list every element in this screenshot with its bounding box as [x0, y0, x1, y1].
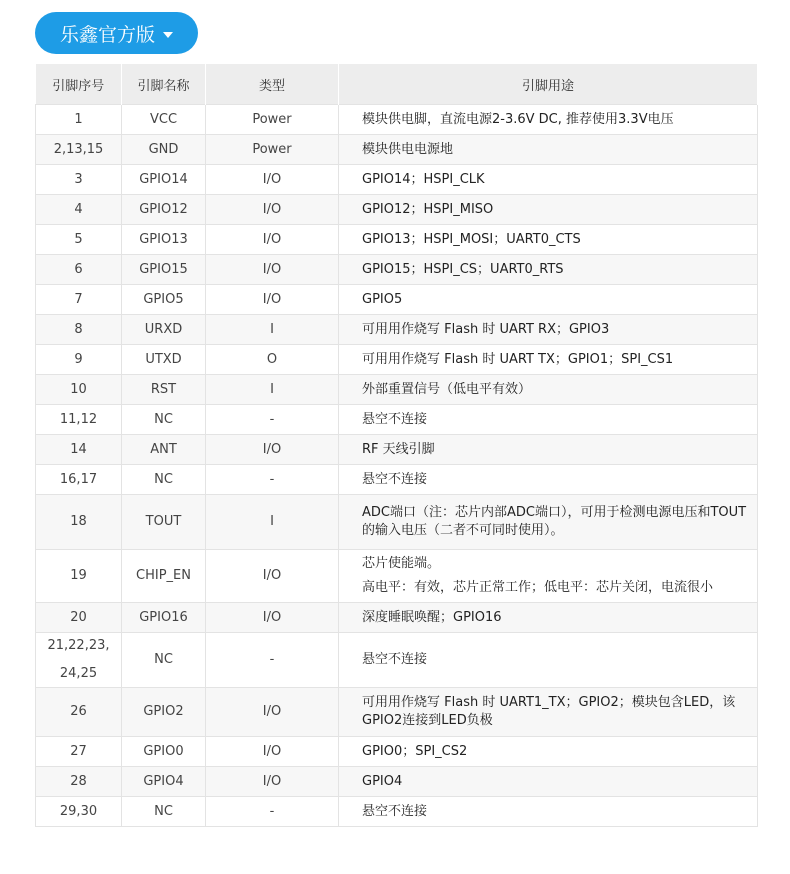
pin-desc-cell [339, 225, 758, 255]
pin-number-cell [36, 225, 122, 255]
pin-desc-cell-text: 深度睡眠唤醒；GPIO16 [362, 609, 502, 625]
table-row [36, 767, 758, 797]
brand-dropdown-button[interactable] [35, 12, 198, 54]
pin-number-cell-text: 9 [74, 351, 83, 367]
pin-name-cell-text: ANT [150, 441, 177, 457]
pin-number-cell [36, 345, 122, 375]
pin-name-cell-text: CHIP_EN [136, 568, 191, 583]
pin-type-cell [206, 405, 339, 435]
pin-desc-cell [339, 135, 758, 165]
pin-type-cell [206, 285, 339, 315]
pin-number-cell-text: 16,17 [59, 471, 98, 487]
table-row [36, 405, 758, 435]
pin-type-cell-text: I/O [262, 261, 282, 277]
pin-type-cell [206, 345, 339, 375]
pin-desc-cell-text: 悬空不连接 [362, 411, 428, 427]
table-row [36, 165, 758, 195]
pin-desc-cell [339, 688, 758, 737]
pin-desc-cell-text: 芯片使能端。 [362, 556, 441, 571]
pin-number-cell [36, 315, 122, 345]
pin-desc-cell [339, 285, 758, 315]
pin-number-cell [36, 688, 122, 737]
pin-desc-cell-text: RF 天线引脚 [362, 441, 435, 457]
pin-desc-cell-text: 悬空不连接 [362, 803, 428, 819]
pin-name-cell [122, 255, 206, 285]
pin-desc-cell [339, 255, 758, 285]
table-row [36, 688, 758, 737]
pin-number-cell [36, 465, 122, 495]
pin-type-cell-text: - [269, 652, 275, 667]
caret-down-icon [163, 32, 173, 38]
pin-desc-cell-text: GPIO12；HSPI_MISO [362, 201, 494, 217]
table-header-row [36, 64, 758, 105]
pin-desc-cell-text: 悬空不连接 [362, 652, 428, 667]
pin-type-cell-text: I/O [262, 171, 282, 187]
pin-desc-cell-text: GPIO13；HSPI_MOSI；UART0_CTS [362, 231, 581, 247]
pin-name-cell-text: NC [154, 803, 173, 819]
table-row [36, 550, 758, 603]
pin-type-cell-text: I/O [262, 773, 282, 789]
pin-desc-cell-text: 外部重置信号（低电平有效） [362, 381, 532, 397]
pin-type-cell [206, 603, 339, 633]
pin-type-cell-text: - [269, 803, 275, 819]
pin-name-cell [122, 767, 206, 797]
pin-type-cell [206, 105, 339, 135]
pin-name-cell [122, 633, 206, 688]
brand-label: 乐鑫官方版 [59, 23, 155, 46]
pin-number-cell-text: 10 [70, 381, 87, 397]
pin-name-cell [122, 225, 206, 255]
pin-number-cell [36, 405, 122, 435]
pin-desc-cell-text: ADC端口（注：芯片内部ADC端口），可用于检测电源电压和TOUT的输入电压（二者不可同时使用）。 [362, 505, 747, 538]
pin-type-cell-text: Power [252, 111, 292, 127]
pin-type-cell [206, 435, 339, 465]
pin-type-cell [206, 135, 339, 165]
table-row [36, 225, 758, 255]
table-row [36, 135, 758, 165]
table-row [36, 315, 758, 345]
table-row [36, 435, 758, 465]
pin-type-cell-text: - [269, 471, 275, 487]
pin-name-cell-text: GPIO14 [139, 171, 188, 187]
pin-number-cell [36, 737, 122, 767]
pin-number-cell-text: 14 [70, 441, 87, 457]
pin-type-cell [206, 550, 339, 603]
pin-number-cell-text-line2: 24,25 [59, 666, 98, 681]
pin-type-cell [206, 315, 339, 345]
pin-number-cell [36, 603, 122, 633]
pin-number-cell-text: 1 [74, 111, 83, 127]
pin-type-cell [206, 688, 339, 737]
table-row [36, 285, 758, 315]
pin-type-cell [206, 255, 339, 285]
pin-type-cell-text: Power [252, 141, 292, 157]
pin-number-cell [36, 767, 122, 797]
pin-number-cell [36, 195, 122, 225]
pin-number-cell-text: 19 [70, 568, 87, 583]
pin-type-cell-text: - [269, 411, 275, 427]
pin-number-cell-text: 29,30 [59, 803, 98, 819]
pin-number-cell [36, 255, 122, 285]
pin-name-cell-text: GPIO16 [139, 609, 188, 625]
pin-name-cell-text: NC [154, 411, 173, 427]
pin-type-cell-text: I/O [262, 568, 282, 583]
pin-number-cell [36, 105, 122, 135]
pin-number-cell-text: 21,22,23, [47, 638, 110, 653]
pin-type-cell [206, 737, 339, 767]
pin-desc-cell [339, 797, 758, 827]
pin-desc-cell [339, 105, 758, 135]
pin-desc-cell-text: 可用用作烧写 Flash 时 UART TX；GPIO1；SPI_CS1 [362, 351, 674, 367]
pin-type-cell [206, 633, 339, 688]
pin-number-cell-text: 20 [70, 609, 87, 625]
pin-desc-cell-text-line2: 高电平：有效，芯片正常工作；低电平：芯片关闭，电流很小 [362, 580, 714, 595]
pin-desc-cell [339, 603, 758, 633]
pin-number-cell-text: 7 [74, 291, 83, 307]
pin-number-cell [36, 135, 122, 165]
pin-name-cell [122, 285, 206, 315]
pin-type-cell-text: I/O [262, 609, 282, 625]
pin-desc-cell [339, 165, 758, 195]
table-row [36, 105, 758, 135]
pin-number-cell-text: 6 [74, 261, 83, 277]
pin-table-body [36, 105, 758, 827]
table-row [36, 345, 758, 375]
table-row [36, 375, 758, 405]
pin-type-cell-text: I/O [262, 743, 282, 759]
pin-name-cell-text: VCC [149, 111, 178, 127]
pin-number-cell-text: 3 [74, 171, 83, 187]
pin-name-cell-text: NC [154, 652, 173, 667]
pin-type-cell [206, 165, 339, 195]
table-row [36, 465, 758, 495]
pin-number-cell [36, 633, 122, 688]
table-row [36, 255, 758, 285]
pin-type-cell [206, 375, 339, 405]
pin-number-cell-text: 18 [70, 514, 87, 529]
pin-type-cell-text: I [270, 321, 274, 337]
pin-desc-cell [339, 195, 758, 225]
pin-desc-cell [339, 767, 758, 797]
pin-number-cell [36, 285, 122, 315]
pin-desc-cell [339, 737, 758, 767]
pin-name-cell [122, 688, 206, 737]
pin-desc-cell-text: GPIO0；SPI_CS2 [362, 743, 468, 759]
pin-name-cell-text: TOUT [145, 514, 182, 529]
pin-name-cell [122, 315, 206, 345]
pin-type-cell-text: I/O [262, 231, 282, 247]
pin-desc-cell [339, 345, 758, 375]
table-row [36, 495, 758, 550]
pin-name-cell-text: GPIO5 [143, 291, 184, 307]
pin-name-cell [122, 345, 206, 375]
pin-name-cell [122, 165, 206, 195]
pin-desc-cell-text: GPIO5 [362, 291, 403, 307]
pin-number-cell-text: 2,13,15 [53, 141, 104, 157]
pin-name-cell-text: GPIO0 [143, 743, 184, 759]
pin-type-cell-text: O [266, 351, 278, 367]
pin-desc-cell [339, 405, 758, 435]
pin-desc-cell [339, 315, 758, 345]
pin-name-cell [122, 603, 206, 633]
pin-number-cell-text: 4 [74, 201, 83, 217]
column-header-type: 类型 [206, 64, 339, 105]
pin-number-cell [36, 550, 122, 603]
pin-name-cell [122, 195, 206, 225]
pin-name-cell-text: NC [154, 471, 173, 487]
pin-number-cell-text: 26 [70, 704, 87, 719]
pin-number-cell [36, 375, 122, 405]
pin-name-cell-text: GND [148, 141, 179, 157]
pin-name-cell [122, 435, 206, 465]
pin-number-cell-text: 28 [70, 773, 87, 789]
pin-number-cell-text: 8 [74, 321, 83, 337]
pin-number-cell-text: 27 [70, 743, 87, 759]
pin-name-cell-text: GPIO12 [139, 201, 188, 217]
pin-number-cell-text: 5 [74, 231, 83, 247]
pin-type-cell-text: I [270, 381, 274, 397]
pin-desc-cell-text: GPIO4 [362, 773, 403, 789]
pin-desc-cell [339, 435, 758, 465]
pin-type-cell-text: I/O [262, 291, 282, 307]
pin-name-cell-text: GPIO15 [139, 261, 188, 277]
pin-desc-cell [339, 375, 758, 405]
pin-name-cell [122, 105, 206, 135]
pin-desc-cell-text: GPIO14；HSPI_CLK [362, 171, 485, 187]
pin-type-cell-text: I [270, 514, 274, 529]
pin-type-cell [206, 767, 339, 797]
pin-desc-cell-text: GPIO15；HSPI_CS；UART0_RTS [362, 261, 564, 277]
pin-type-cell [206, 225, 339, 255]
pin-type-cell [206, 465, 339, 495]
pin-table [35, 64, 758, 827]
table-row [36, 603, 758, 633]
pin-type-cell-text: I/O [262, 201, 282, 217]
table-row [36, 797, 758, 827]
pin-desc-cell-text: 模块供电脚，直流电源2-3.6V DC, 推荐使用3.3V电压 [362, 111, 674, 127]
column-header-desc: 引脚用途 [339, 64, 758, 105]
pin-desc-cell-text: 模块供电电源地 [362, 141, 454, 157]
column-header-name: 引脚名称 [122, 64, 206, 105]
pin-desc-cell-text: 可用用作烧写 Flash 时 UART RX；GPIO3 [362, 321, 610, 337]
pin-desc-cell-text: 可用用作烧写 Flash 时 UART1_TX；GPIO2；模块包含LED，该GPIO2连接到LED负极 [362, 695, 736, 728]
table-row [36, 633, 758, 688]
pin-number-cell [36, 435, 122, 465]
pin-number-cell-text: 11,12 [59, 411, 98, 427]
pin-name-cell [122, 495, 206, 550]
table-row [36, 737, 758, 767]
pin-type-cell [206, 195, 339, 225]
pin-name-cell-text: RST [150, 381, 177, 397]
pin-type-cell-text: I/O [262, 704, 282, 719]
table-row [36, 195, 758, 225]
pin-name-cell [122, 405, 206, 435]
pin-name-cell-text: GPIO4 [143, 773, 184, 789]
pin-type-cell [206, 797, 339, 827]
pin-number-cell [36, 797, 122, 827]
pin-name-cell [122, 737, 206, 767]
pin-name-cell-text: GPIO2 [143, 704, 184, 719]
pin-name-cell-text: GPIO13 [139, 231, 188, 247]
column-header-no: 引脚序号 [36, 64, 122, 105]
pin-desc-cell [339, 633, 758, 688]
pin-name-cell [122, 375, 206, 405]
pin-name-cell-text: UTXD [145, 351, 182, 367]
pin-type-cell [206, 495, 339, 550]
pin-type-cell-text: I/O [262, 441, 282, 457]
pin-desc-cell [339, 495, 758, 550]
pin-number-cell [36, 495, 122, 550]
pin-desc-cell [339, 465, 758, 495]
pin-number-cell [36, 165, 122, 195]
pin-name-cell [122, 797, 206, 827]
pin-name-cell [122, 135, 206, 165]
pin-name-cell [122, 550, 206, 603]
pin-name-cell-text: URXD [144, 321, 183, 337]
pin-desc-cell [339, 550, 758, 603]
pin-name-cell [122, 465, 206, 495]
pin-desc-cell-text: 悬空不连接 [362, 471, 428, 487]
